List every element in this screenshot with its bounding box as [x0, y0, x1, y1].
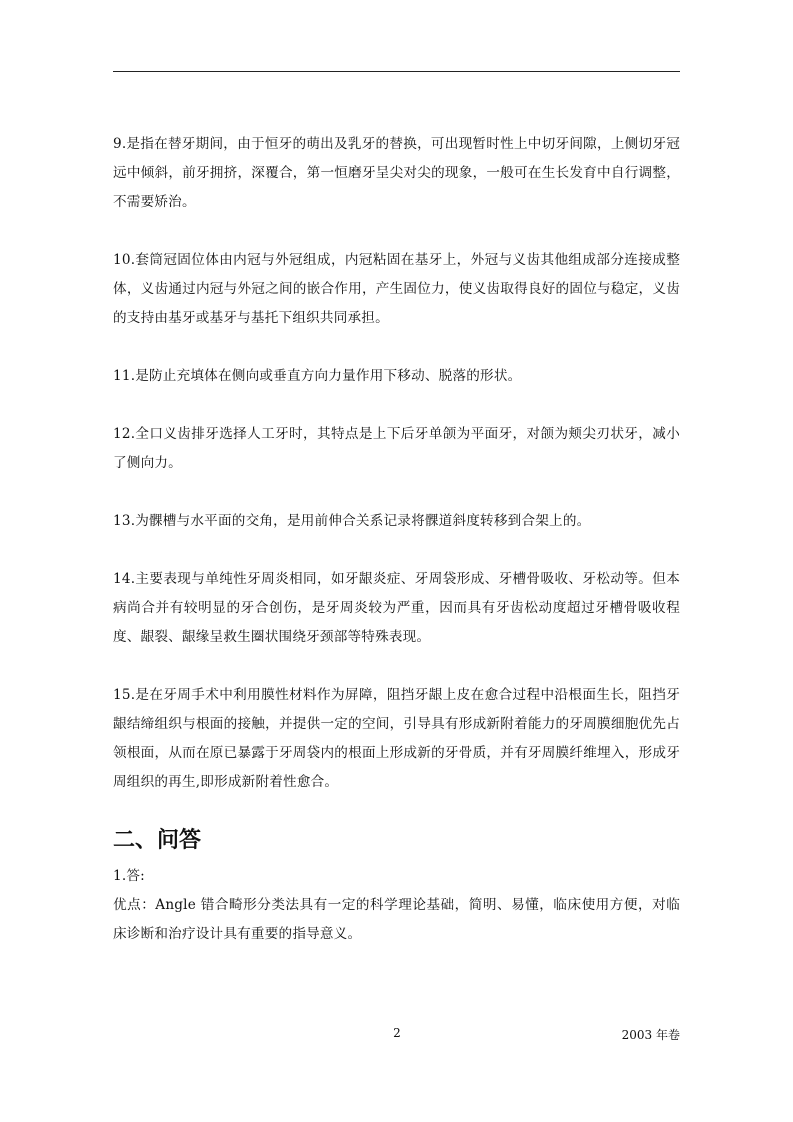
paragraph-item-9: 9.是指在替牙期间，由于恒牙的萌出及乳牙的替换，可出现暂时性上中切牙间隙，上侧切牙冠远中倾斜，前牙拥挤，深覆合，第一恒磨牙呈尖对尖的现象，一般可在生长发育中自行调整，不需要矫治。 [113, 136, 680, 210]
answer-advantages: 优点：Angle 错合畸形分类法具有一定的科学理论基础，简明、易懂，临床使用方便，对临床诊断和治疗设计具有重要的指导意义。 [113, 897, 680, 942]
paragraph-item-15: 15.是在牙周手术中利用膜性材料作为屏障，阻挡牙龈上皮在愈合过程中沿根面生长，阻挡牙龈结缔组织与根面的接触，并提供一定的空间，引导具有形成新附着能力的牙周膜细胞优先占领根面，从而在原已暴露于牙周袋内的根面上形成新的牙骨质，并有牙周膜纤维埋入，形成牙周组织的再生,即形成新附着性愈合。 [113, 687, 680, 790]
answer-label: 1.答: [113, 868, 145, 884]
paragraph-item-14: 14.主要表现与单纯性牙周炎相同，如牙龈炎症、牙周袋形成、牙槽骨吸收、牙松动等。但本病尚合并有较明显的牙合创伤，是牙周炎较为严重，因而具有牙齿松动度超过牙槽骨吸收程度、龈裂、龈缘呈救生圈状围绕牙颈部等特殊表现。 [113, 571, 680, 645]
paragraph-item-10: 10.套筒冠固位体由内冠与外冠组成，内冠粘固在基牙上，外冠与义齿其他组成部分连接成整体，义齿通过内冠与外冠之间的嵌合作用，产生固位力，使义齿取得良好的固位与稳定，义齿的支持由基牙或基牙与基托下组织共同承担。 [113, 252, 680, 326]
paragraph-item-11: 11.是防止充填体在侧向或垂直方向力量作用下移动、脱落的形状。 [113, 368, 522, 384]
paragraph-item-13: 13.为髁槽与水平面的交角，是用前伸合关系记录将髁道斜度转移到合架上的。 [113, 513, 591, 529]
volume-label: 2003 年卷 [621, 1028, 680, 1042]
section-heading: 二、问答 [113, 828, 202, 853]
page-number: 2 [393, 1026, 401, 1040]
paragraph-item-12: 12.全口义齿排牙选择人工牙时，其特点是上下后牙单颌为平面牙，对颌为颊尖刃状牙，减小了侧向力。 [113, 426, 680, 471]
header-rule [113, 71, 680, 72]
document-body [113, 130, 680, 949]
